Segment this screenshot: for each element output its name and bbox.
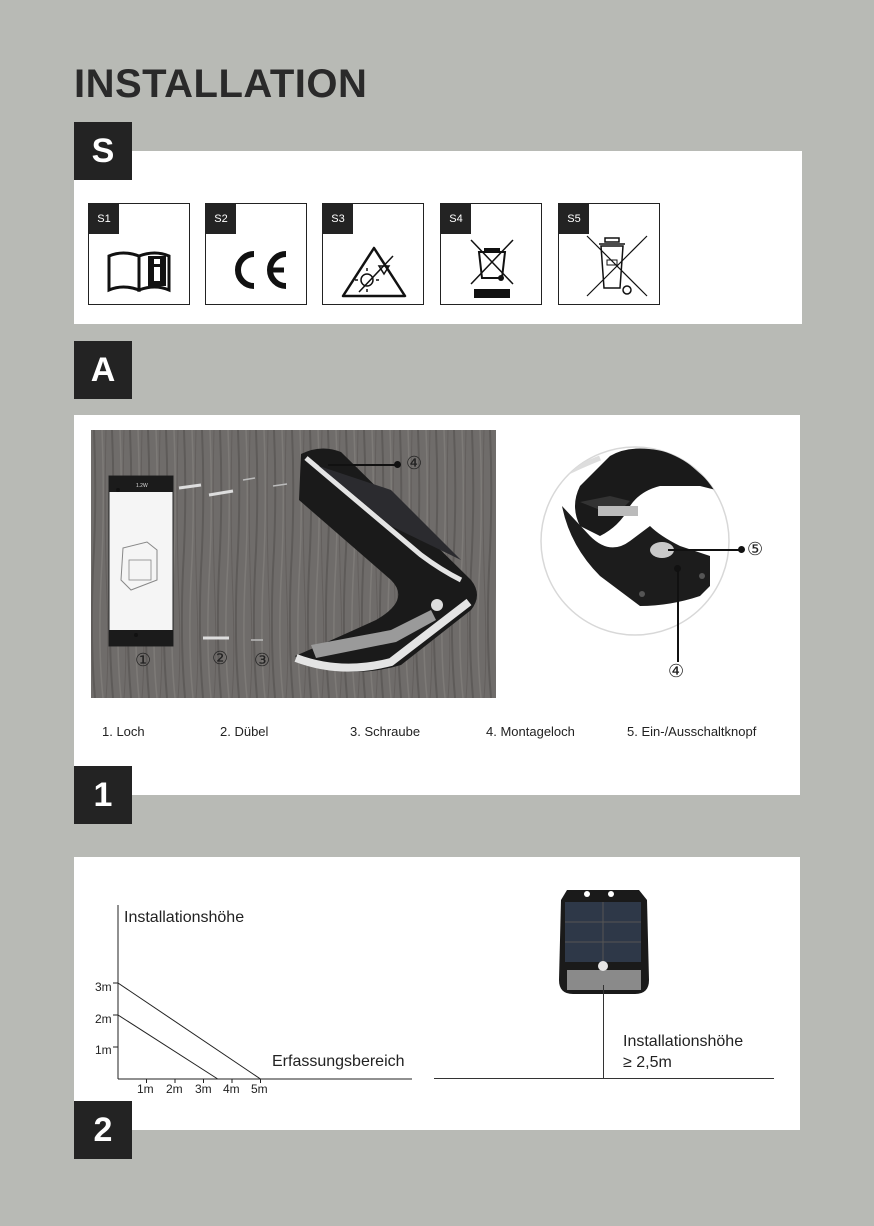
read-manual-icon [89, 204, 191, 306]
symbol-s1 [88, 203, 190, 305]
callout-dot-4 [394, 461, 401, 468]
symbol-tag: S5 [559, 204, 589, 234]
section-2-label: 2 [74, 1101, 132, 1159]
template-label: 1.2W [136, 483, 148, 489]
section-1-label: 1 [74, 766, 132, 824]
switch-detail-illustration [540, 446, 730, 636]
callout-4: ④ [406, 453, 423, 473]
page-title: INSTALLATION [74, 62, 368, 106]
lamp-height-line [603, 985, 604, 1079]
y-axis-label: Installationshöhe [124, 909, 245, 926]
callout-line-5 [668, 549, 740, 551]
series-line-2m [118, 1015, 218, 1079]
callout-2: ② [212, 648, 229, 668]
battery-disposal-bin-icon [559, 204, 661, 306]
symbol-tag: S2 [206, 204, 236, 234]
x-tick-label: 4m [223, 1082, 240, 1096]
lamp-front-illustration [553, 880, 655, 998]
ground-line [434, 1078, 774, 1079]
x-axis-label: Erfassungsbereich [272, 1053, 405, 1070]
symbol-tag: S3 [323, 204, 353, 234]
symbol-s2 [205, 203, 307, 305]
y-tick-label: 2m [95, 1012, 112, 1026]
callout-dot-4b [674, 565, 681, 572]
legend-item: 4. Montageloch [486, 724, 575, 739]
x-tick-label: 3m [195, 1082, 212, 1096]
ce-mark-icon [206, 204, 308, 306]
section-s-label: S [74, 122, 132, 180]
install-height-label: Installationshöhe [623, 1033, 744, 1050]
symbol-tag: S1 [89, 204, 119, 234]
symbol-s5 [558, 203, 660, 305]
x-tick-label: 5m [251, 1082, 268, 1096]
section-a-label: A [74, 341, 132, 399]
weee-bin-icon [441, 204, 543, 306]
callout-5: ⑤ [747, 539, 764, 559]
no-direct-sunlight-icon [323, 204, 425, 306]
symbol-tag: S4 [441, 204, 471, 234]
callout-3: ③ [254, 650, 271, 670]
wall-mounting-illustration [91, 430, 496, 698]
y-tick-label: 3m [95, 980, 112, 994]
symbol-s4 [440, 203, 542, 305]
callout-line-4 [328, 464, 398, 466]
legend-item: 2. Dübel [220, 724, 269, 739]
y-tick-label: 1m [95, 1043, 112, 1057]
callout-line-4b [677, 568, 679, 662]
legend-item: 5. Ein-/Ausschaltknopf [627, 724, 757, 739]
callout-4b: ④ [668, 661, 685, 681]
callout-dot-5 [738, 546, 745, 553]
x-tick-label: 2m [166, 1082, 183, 1096]
install-height-value: ≥ 2,5m [623, 1054, 672, 1071]
legend-item: 1. Loch [102, 724, 145, 739]
callout-1: ① [135, 650, 152, 670]
symbol-s3 [322, 203, 424, 305]
series-line-3m [118, 983, 261, 1079]
x-tick-label: 1m [137, 1082, 154, 1096]
legend-item: 3. Schraube [350, 724, 421, 739]
